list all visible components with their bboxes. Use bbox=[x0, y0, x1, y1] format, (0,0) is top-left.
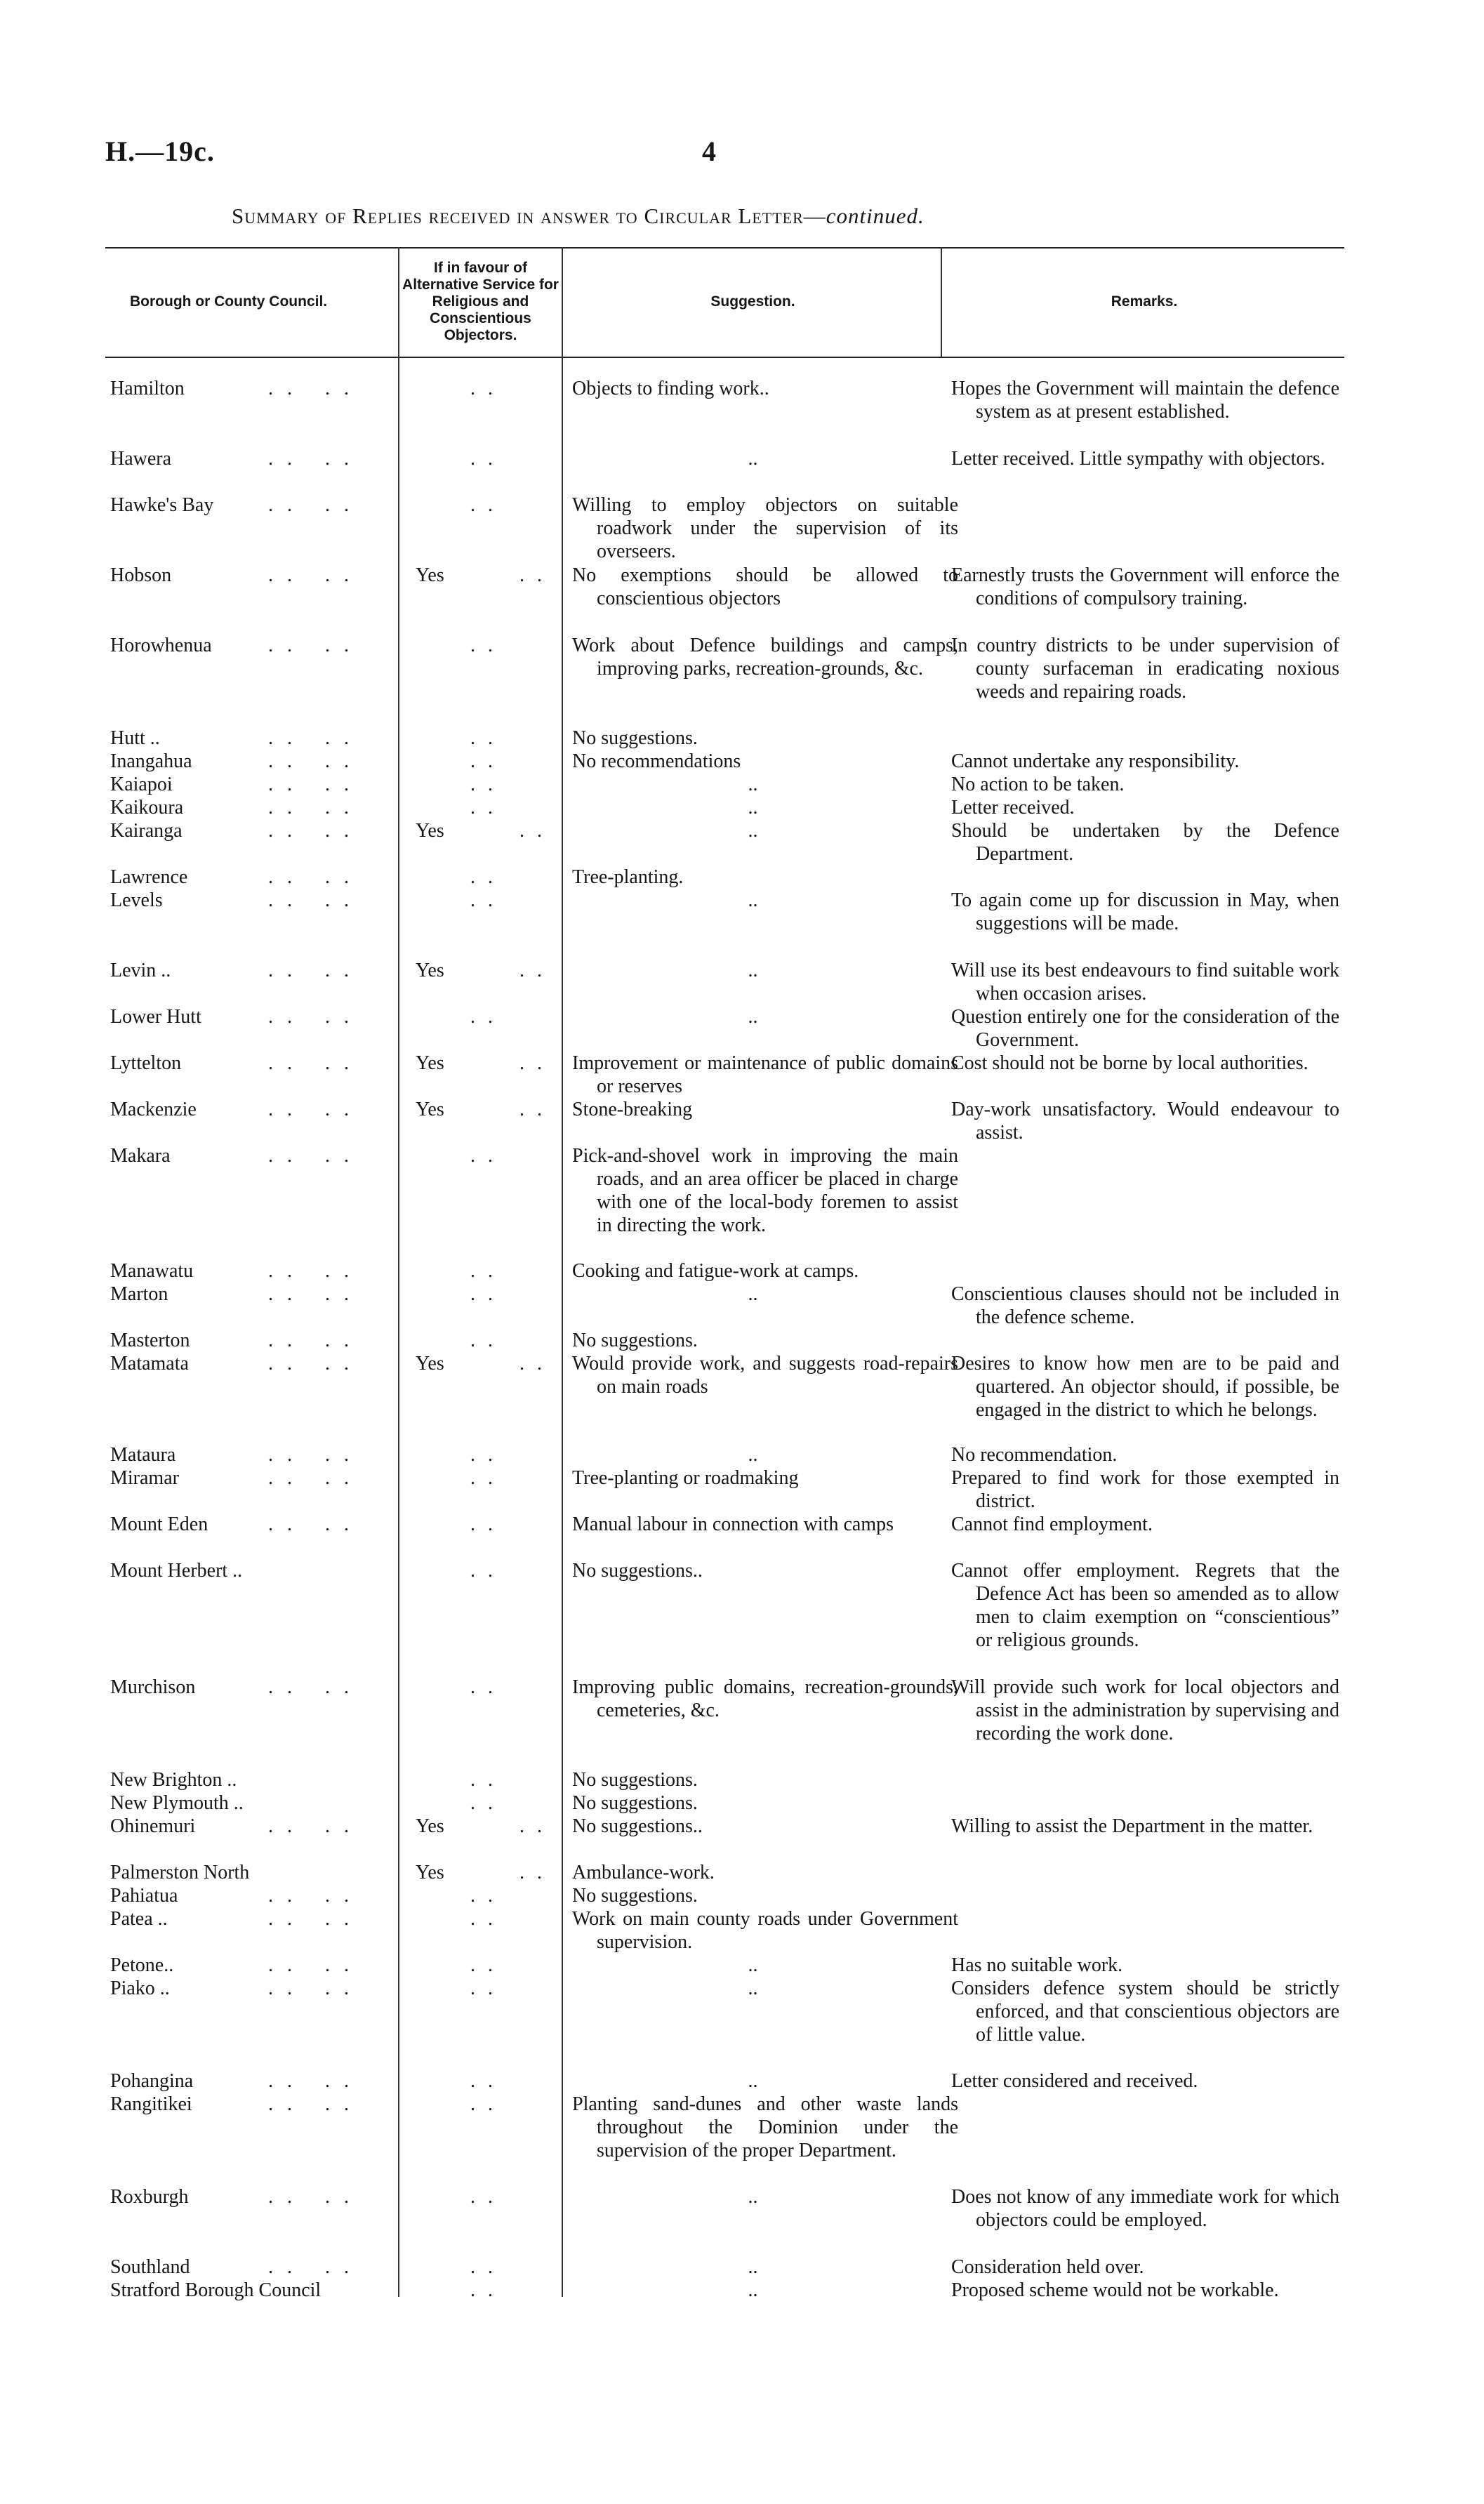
remarks-text: Proposed scheme would not be workable. bbox=[951, 2279, 1279, 2301]
dot-leaders: .. bbox=[470, 1885, 505, 1907]
council-name: Mount Eden bbox=[110, 1513, 208, 1535]
council-name: Roxburgh bbox=[110, 2186, 189, 2208]
dot-leaders: .. .. bbox=[268, 1513, 363, 1535]
dot-leaders: .. bbox=[470, 1006, 505, 1028]
suggestion-text: Objects to finding work.. bbox=[572, 378, 769, 399]
dot-leaders: .. bbox=[470, 1978, 505, 1999]
council-name: Inangahua bbox=[110, 750, 192, 772]
remarks-text: Hopes the Government will maintain the defence system as at present established. bbox=[951, 378, 1339, 423]
dot-leaders: .. .. bbox=[268, 1260, 363, 1282]
suggestion-text: Pick-and-shovel work in improving the main roads, and an area officer be placed in charge with one of the local-body foremen to assist in directing the work. bbox=[572, 1145, 958, 1236]
council-name: Lyttelton bbox=[110, 1052, 182, 1074]
council-name: Stratford Borough Council bbox=[110, 2279, 322, 2301]
alternative-service-value: Yes bbox=[416, 820, 444, 842]
dot-leaders: .. bbox=[470, 1444, 505, 1466]
dot-leaders: .. bbox=[519, 564, 555, 586]
dot-leaders: .. .. bbox=[268, 774, 363, 795]
remarks-text: Will provide such work for local objectors and assist in the administration by supervising and recording the work done. bbox=[951, 1676, 1339, 1744]
council-name: New Plymouth .. bbox=[110, 1792, 244, 1814]
suggestion-text: .. bbox=[748, 1978, 758, 1999]
suggestion-text: .. bbox=[748, 448, 758, 470]
suggestion-text: Tree-planting. bbox=[572, 866, 684, 888]
column-divider-2 bbox=[562, 247, 563, 2297]
remarks-text: No action to be taken. bbox=[951, 774, 1125, 795]
council-name: Pahiatua bbox=[110, 1885, 178, 1907]
council-name: Hobson bbox=[110, 564, 172, 586]
remarks-text: Should be undertaken by the Defence Department. bbox=[951, 820, 1339, 865]
remarks-text: Cost should not be borne by local authorities. bbox=[951, 1052, 1309, 1074]
council-name: Mataura bbox=[110, 1444, 176, 1466]
council-name: Lower Hutt bbox=[110, 1006, 201, 1028]
dot-leaders: .. bbox=[470, 1283, 505, 1305]
suggestion-text: Work about Defence buildings and camps, improving parks, recreation-grounds, &c. bbox=[572, 635, 958, 680]
dot-leaders: .. bbox=[470, 2093, 505, 2115]
suggestion-text: Manual labour in connection with camps bbox=[572, 1513, 894, 1535]
council-name: Mackenzie bbox=[110, 1099, 197, 1120]
dot-leaders: .. .. bbox=[268, 635, 363, 656]
council-name: Makara bbox=[110, 1145, 171, 1167]
column-header-alternative: If in favour of Alternative Service for Religious and Conscientious Objectors. bbox=[402, 260, 559, 343]
dot-leaders: .. .. bbox=[268, 2186, 363, 2208]
dot-leaders: .. .. bbox=[268, 1006, 363, 1028]
suggestion-text: .. bbox=[748, 1006, 758, 1028]
column-divider-3 bbox=[941, 247, 942, 357]
suggestion-text: Tree-planting or roadmaking bbox=[572, 1467, 799, 1489]
council-name: Kaiapoi bbox=[110, 774, 173, 795]
dot-leaders: .. bbox=[470, 448, 505, 470]
dot-leaders: .. .. bbox=[268, 1330, 363, 1351]
remarks-text: Has no suitable work. bbox=[951, 1954, 1123, 1976]
dot-leaders: .. bbox=[470, 1145, 505, 1167]
alternative-service-value: Yes bbox=[416, 1353, 444, 1374]
dot-leaders: .. .. bbox=[268, 2070, 363, 2092]
dot-leaders: .. bbox=[470, 378, 505, 399]
suggestion-text: No suggestions. bbox=[572, 1885, 698, 1907]
council-name: Kaikoura bbox=[110, 797, 184, 819]
column-header-remarks: Remarks. bbox=[1111, 293, 1178, 310]
dot-leaders: .. .. bbox=[268, 820, 363, 842]
dot-leaders: .. bbox=[470, 1908, 505, 1930]
alternative-service-value: Yes bbox=[416, 1815, 444, 1837]
remarks-text: Willing to assist the Department in the matter. bbox=[951, 1815, 1313, 1837]
suggestion-text: .. bbox=[748, 889, 758, 911]
dot-leaders: .. bbox=[519, 1815, 555, 1837]
suggestion-text: .. bbox=[748, 2186, 758, 2208]
dot-leaders: .. .. bbox=[268, 2256, 363, 2278]
dot-leaders: .. bbox=[470, 2186, 505, 2208]
suggestion-text: Improvement or maintenance of public domains or reserves bbox=[572, 1052, 958, 1097]
remarks-text: Cannot undertake any responsibility. bbox=[951, 750, 1240, 772]
dot-leaders: .. .. bbox=[268, 1815, 363, 1837]
remarks-text: No recommendation. bbox=[951, 1444, 1118, 1466]
suggestion-text: No suggestions. bbox=[572, 727, 698, 749]
council-name: Manawatu bbox=[110, 1260, 194, 1282]
dot-leaders: .. .. bbox=[268, 1978, 363, 1999]
title-text: Summary of Replies received in answer to Circular Letter— bbox=[232, 204, 826, 228]
suggestion-text: .. bbox=[748, 797, 758, 819]
remarks-text: Will use its best endeavours to find suitable work when occasion arises. bbox=[951, 960, 1339, 1005]
page-number: 4 bbox=[702, 135, 716, 167]
dot-leaders: .. .. bbox=[268, 1908, 363, 1930]
dot-leaders: .. bbox=[519, 1052, 555, 1074]
council-name: Rangitikei bbox=[110, 2093, 192, 2115]
council-name: Kairanga bbox=[110, 820, 183, 842]
dot-leaders: .. bbox=[470, 1513, 505, 1535]
dot-leaders: .. .. bbox=[268, 1099, 363, 1120]
council-name: Hutt .. bbox=[110, 727, 160, 749]
suggestion-text: .. bbox=[748, 820, 758, 842]
dot-leaders: .. .. bbox=[268, 1885, 363, 1907]
dot-leaders: .. bbox=[470, 635, 505, 656]
council-name: Murchison bbox=[110, 1676, 196, 1698]
dot-leaders: .. bbox=[470, 889, 505, 911]
suggestion-text: No suggestions.. bbox=[572, 1560, 703, 1582]
dot-leaders: .. .. bbox=[268, 1353, 363, 1374]
suggestion-text: .. bbox=[748, 2256, 758, 2278]
suggestion-text: Work on main county roads under Government supervision. bbox=[572, 1908, 958, 1953]
dot-leaders: .. bbox=[470, 1467, 505, 1489]
dot-leaders: .. .. bbox=[268, 1954, 363, 1976]
dot-leaders: .. bbox=[470, 774, 505, 795]
dot-leaders: .. bbox=[470, 2256, 505, 2278]
suggestion-text: No suggestions. bbox=[572, 1792, 698, 1814]
dot-leaders: .. .. bbox=[268, 866, 363, 888]
column-header-council: Borough or County Council. bbox=[130, 293, 328, 310]
suggestion-text: Would provide work, and suggests road-repairs on main roads bbox=[572, 1353, 958, 1398]
dot-leaders: .. .. bbox=[268, 378, 363, 399]
remarks-text: Question entirely one for the consideration of the Government. bbox=[951, 1006, 1339, 1051]
council-name: Ohinemuri bbox=[110, 1815, 196, 1837]
suggestion-text: .. bbox=[748, 1444, 758, 1466]
dot-leaders: .. bbox=[470, 866, 505, 888]
header-bottom-rule bbox=[105, 357, 1344, 358]
dot-leaders: .. bbox=[470, 750, 505, 772]
council-name: Lawrence bbox=[110, 866, 188, 888]
remarks-text: Conscientious clauses should not be included in the defence scheme. bbox=[951, 1283, 1339, 1328]
suggestion-text: Willing to employ objectors on suitable roadwork under the supervision of its overseers. bbox=[572, 494, 958, 562]
council-name: New Brighton .. bbox=[110, 1769, 237, 1791]
remarks-text: To again come up for discussion in May, when suggestions will be made. bbox=[951, 889, 1339, 934]
suggestion-text: No suggestions. bbox=[572, 1330, 698, 1351]
council-name: Masterton bbox=[110, 1330, 190, 1351]
dot-leaders: .. .. bbox=[268, 889, 363, 911]
suggestion-text: Planting sand-dunes and other waste lands throughout the Dominion under the supervision of the proper Department. bbox=[572, 2093, 958, 2161]
dot-leaders: .. bbox=[519, 1353, 555, 1374]
remarks-text: Cannot offer employment. Regrets that the Defence Act has been so amended as to allow men to claim exemption on “conscientious” or religious grounds. bbox=[951, 1560, 1339, 1651]
remarks-text: Desires to know how men are to be paid and quartered. An objector should, if possible, be engaged in the district to which he belongs. bbox=[951, 1353, 1339, 1421]
dot-leaders: .. bbox=[470, 1560, 505, 1582]
dot-leaders: .. bbox=[470, 1769, 505, 1791]
dot-leaders: .. .. bbox=[268, 1444, 363, 1466]
document-code: H.—19c. bbox=[105, 135, 215, 167]
suggestion-text: .. bbox=[748, 1283, 758, 1305]
suggestion-text: No recommendations bbox=[572, 750, 741, 772]
remarks-text: Letter considered and received. bbox=[951, 2070, 1198, 2092]
suggestion-text: No exemptions should be allowed to conscientious objectors bbox=[572, 564, 958, 609]
council-name: Petone.. bbox=[110, 1954, 174, 1976]
dot-leaders: .. .. bbox=[268, 1467, 363, 1489]
remarks-text: Letter received. Little sympathy with objectors. bbox=[951, 448, 1325, 470]
suggestion-text: Stone-breaking bbox=[572, 1099, 693, 1120]
remarks-text: Cannot find employment. bbox=[951, 1513, 1153, 1535]
dot-leaders: .. .. bbox=[268, 2093, 363, 2115]
council-name: Hawera bbox=[110, 448, 172, 470]
council-name: Patea .. bbox=[110, 1908, 168, 1930]
dot-leaders: .. .. bbox=[268, 1052, 363, 1074]
document-title bbox=[232, 204, 925, 229]
dot-leaders: .. bbox=[470, 1260, 505, 1282]
alternative-service-value: Yes bbox=[416, 960, 444, 981]
dot-leaders: .. bbox=[519, 820, 555, 842]
council-name: Marton bbox=[110, 1283, 168, 1305]
council-name: Horowhenua bbox=[110, 635, 212, 656]
council-name: Pohangina bbox=[110, 2070, 194, 2092]
remarks-text: Considers defence system should be strictly enforced, and that conscientious objectors are of little value. bbox=[951, 1978, 1339, 2046]
dot-leaders: .. bbox=[470, 727, 505, 749]
suggestion-text: .. bbox=[748, 960, 758, 981]
dot-leaders: .. .. bbox=[268, 1283, 363, 1305]
suggestion-text: No suggestions. bbox=[572, 1769, 698, 1791]
alternative-service-value: Yes bbox=[416, 1862, 444, 1883]
title-continued: continued. bbox=[826, 204, 925, 228]
suggestion-text: Improving public domains, recreation-grounds, cemeteries, &c. bbox=[572, 1676, 958, 1721]
dot-leaders: .. bbox=[519, 1862, 555, 1883]
alternative-service-value: Yes bbox=[416, 564, 444, 586]
suggestion-text: .. bbox=[748, 2279, 758, 2301]
council-name: Hamilton bbox=[110, 378, 185, 399]
remarks-text: Prepared to find work for those exempted in district. bbox=[951, 1467, 1339, 1512]
dot-leaders: .. .. bbox=[268, 960, 363, 981]
council-name: Levels bbox=[110, 889, 163, 911]
dot-leaders: .. .. bbox=[268, 448, 363, 470]
dot-leaders: .. bbox=[470, 494, 505, 516]
alternative-service-value: Yes bbox=[416, 1099, 444, 1120]
council-name: Palmerston North bbox=[110, 1862, 250, 1883]
suggestion-text: Ambulance-work. bbox=[572, 1862, 715, 1883]
dot-leaders: .. .. bbox=[268, 1676, 363, 1698]
dot-leaders: .. .. bbox=[268, 727, 363, 749]
council-name: Miramar bbox=[110, 1467, 179, 1489]
dot-leaders: .. bbox=[519, 1099, 555, 1120]
dot-leaders: .. bbox=[470, 2070, 505, 2092]
suggestion-text: .. bbox=[748, 774, 758, 795]
dot-leaders: .. bbox=[470, 1954, 505, 1976]
council-name: Matamata bbox=[110, 1353, 189, 1374]
remarks-text: Day-work unsatisfactory. Would endeavour to assist. bbox=[951, 1099, 1339, 1144]
remarks-text: Does not know of any immediate work for which objectors could be employed. bbox=[951, 2186, 1339, 2231]
dot-leaders: .. bbox=[470, 2279, 505, 2301]
dot-leaders: .. .. bbox=[268, 750, 363, 772]
council-name: Mount Herbert .. bbox=[110, 1560, 243, 1582]
dot-leaders: .. .. bbox=[268, 1145, 363, 1167]
dot-leaders: .. bbox=[470, 1676, 505, 1698]
dot-leaders: .. .. bbox=[268, 797, 363, 819]
council-name: Levin .. bbox=[110, 960, 171, 981]
dot-leaders: .. bbox=[519, 960, 555, 981]
council-name: Piako .. bbox=[110, 1978, 170, 1999]
suggestion-text: Cooking and fatigue-work at camps. bbox=[572, 1260, 859, 1282]
dot-leaders: .. .. bbox=[268, 564, 363, 586]
remarks-text: Earnestly trusts the Government will enforce the conditions of compulsory training. bbox=[951, 564, 1339, 609]
remarks-text: In country districts to be under supervision of county surfaceman in eradicating noxious weeds and repairing roads. bbox=[951, 635, 1339, 703]
council-name: Southland bbox=[110, 2256, 190, 2278]
suggestion-text: .. bbox=[748, 2070, 758, 2092]
suggestion-text: .. bbox=[748, 1954, 758, 1976]
remarks-text: Consideration held over. bbox=[951, 2256, 1144, 2278]
column-divider-1 bbox=[398, 247, 399, 2297]
table-top-rule bbox=[105, 247, 1344, 249]
alternative-service-value: Yes bbox=[416, 1052, 444, 1074]
dot-leaders: .. bbox=[470, 1330, 505, 1351]
council-name: Hawke's Bay bbox=[110, 494, 214, 516]
remarks-text: Letter received. bbox=[951, 797, 1075, 819]
dot-leaders: .. bbox=[470, 1792, 505, 1814]
column-header-suggestion: Suggestion. bbox=[710, 293, 795, 310]
dot-leaders: .. bbox=[470, 797, 505, 819]
suggestion-text: No suggestions.. bbox=[572, 1815, 703, 1837]
dot-leaders: .. .. bbox=[268, 494, 363, 516]
